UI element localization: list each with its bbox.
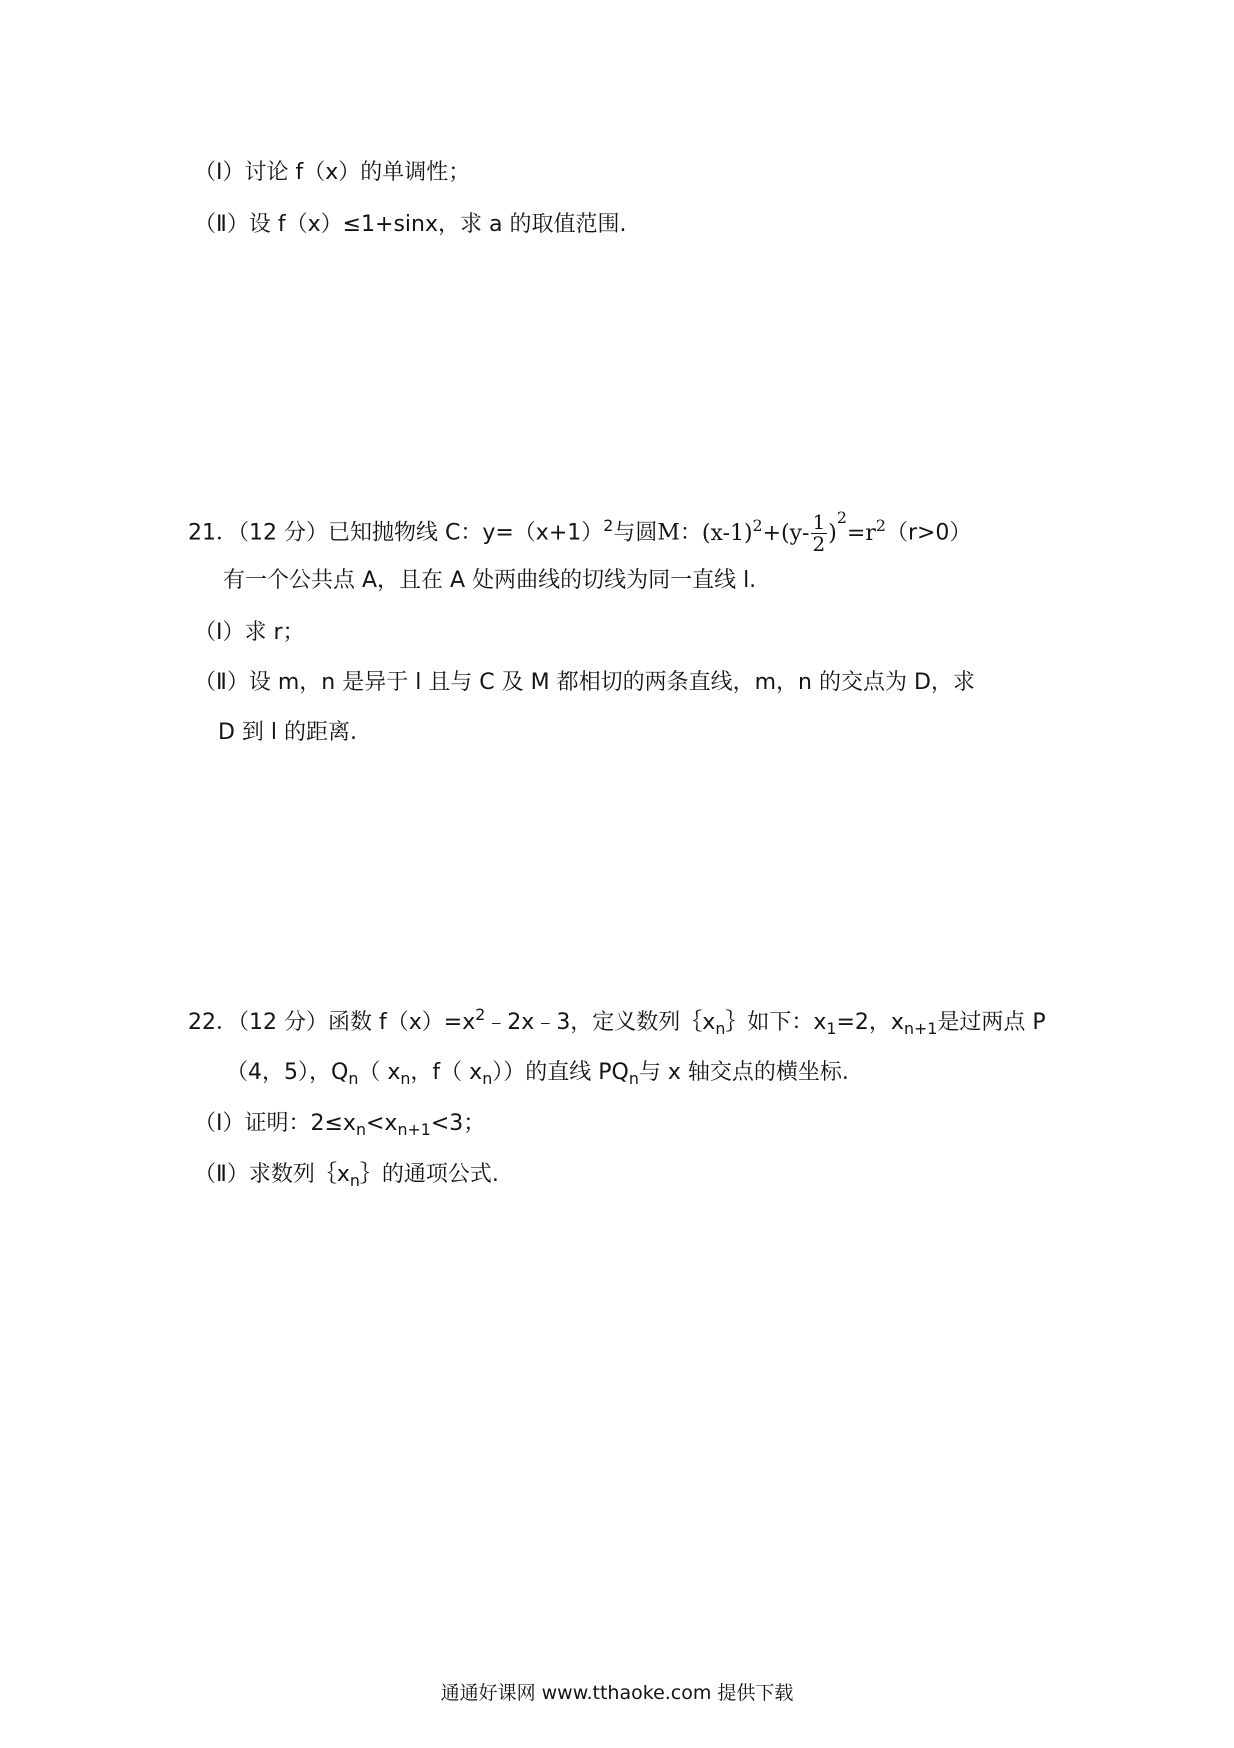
function-rest: ﹣2x﹣3，定义数列｛x [485,1010,716,1035]
q21-part-2 [194,670,975,696]
subscript-n: n [628,1068,639,1088]
subscript-n: n [349,1170,360,1190]
q21-statement-line-1 [188,507,972,556]
question-number: 22． [188,1010,238,1035]
point-p-q: （4，5），Q [226,1060,349,1085]
eq-term-2-close: ) [828,520,837,546]
part-text-b: ｝的通项公式. [359,1162,499,1187]
q21-part-2-continued: D 到 l 的距离. [218,720,358,745]
eq-term-2-open: (y- [781,520,810,546]
subscript-n: n [355,1119,366,1139]
q22-part-1 [194,1111,485,1137]
circle-name: M [657,520,680,546]
part-label: （Ⅱ） [194,670,249,695]
part-text-c: <3； [430,1111,486,1136]
radius-condition: （r>0） [885,520,972,546]
subscript-n-plus-1: n+1 [903,1018,938,1038]
part-text: 求 r； [244,620,305,645]
eq-exponent-2: 2 [836,507,847,527]
eq-exponent-3: 2 [875,515,886,535]
q21-statement-line-2: 有一个公共点 A，且在 A 处两曲线的切线为同一直线 l. [223,568,757,593]
fraction-denominator: 2 [812,532,826,556]
eq-plus: + [762,520,782,546]
parabola-exponent: 2 [603,515,614,535]
q22-statement-line-1 [188,1005,1046,1038]
function-exponent: 2 [475,1005,486,1025]
line-pq: ））的直线 PQ [492,1060,629,1085]
line-2-end: 与 x 轴交点的横坐标. [638,1060,849,1085]
part-text-a: 求数列｛x [248,1162,350,1187]
page-footer: 通通好课网 www.tthaoke.com 提供下载 [440,1682,794,1704]
question-score: （12 分） [238,1010,328,1035]
subscript-n: n [715,1018,726,1038]
point-q-x: （ x [358,1060,401,1085]
function-text: 函数 f（x）=x [328,1010,476,1035]
subscript-n: n [348,1068,359,1088]
subscript-n: n [400,1068,411,1088]
line-1-end: 是过两点 P [937,1010,1046,1035]
subscript-n: n [482,1068,493,1088]
x1-value: =2，x [836,1010,904,1035]
q22-part-2 [194,1162,499,1188]
part-text-a: 证明：2≤x [244,1111,356,1136]
circle-intro: 与圆 [613,520,658,546]
question-score: （12 分） [238,520,328,546]
eq-exponent-1: 2 [752,515,763,535]
part-label: （Ⅰ） [194,1111,245,1136]
q20-part-1 [194,160,470,186]
eq-rhs: =r [846,520,876,546]
q22-statement-line-2 [226,1060,849,1086]
sequence-definition: ｝如下：x [725,1010,827,1035]
part-text: 设 m，n 是异于 l 且与 C 及 M 都相切的两条直线，m，n 的交点为 D，求 [248,670,975,695]
subscript-n-plus-1: n+1 [397,1119,431,1139]
part-text-b: <x [366,1111,398,1136]
part-text: 设 f（x）≤1+sinx，求 a 的取值范围. [248,212,627,237]
part-text: 讨论 f（x）的单调性； [244,160,471,185]
part-label: （Ⅱ） [194,212,249,237]
fraction-one-half [811,512,828,555]
fraction-numerator: 1 [812,510,826,534]
eq-term-1: (x-1) [701,520,753,546]
subscript-1: 1 [826,1018,837,1038]
part-label: （Ⅱ） [194,1162,249,1187]
q21-part-1 [194,620,305,646]
q20-part-2 [194,212,626,238]
circle-colon: ： [679,520,702,546]
circle-equation [701,507,886,556]
point-q-fx: ，f（ x [410,1060,483,1085]
parabola-text: 已知抛物线 C：y=（x+1） [328,520,604,546]
question-number: 21． [188,520,238,546]
part-label: （Ⅰ） [194,160,245,185]
part-label: （Ⅰ） [194,620,245,645]
